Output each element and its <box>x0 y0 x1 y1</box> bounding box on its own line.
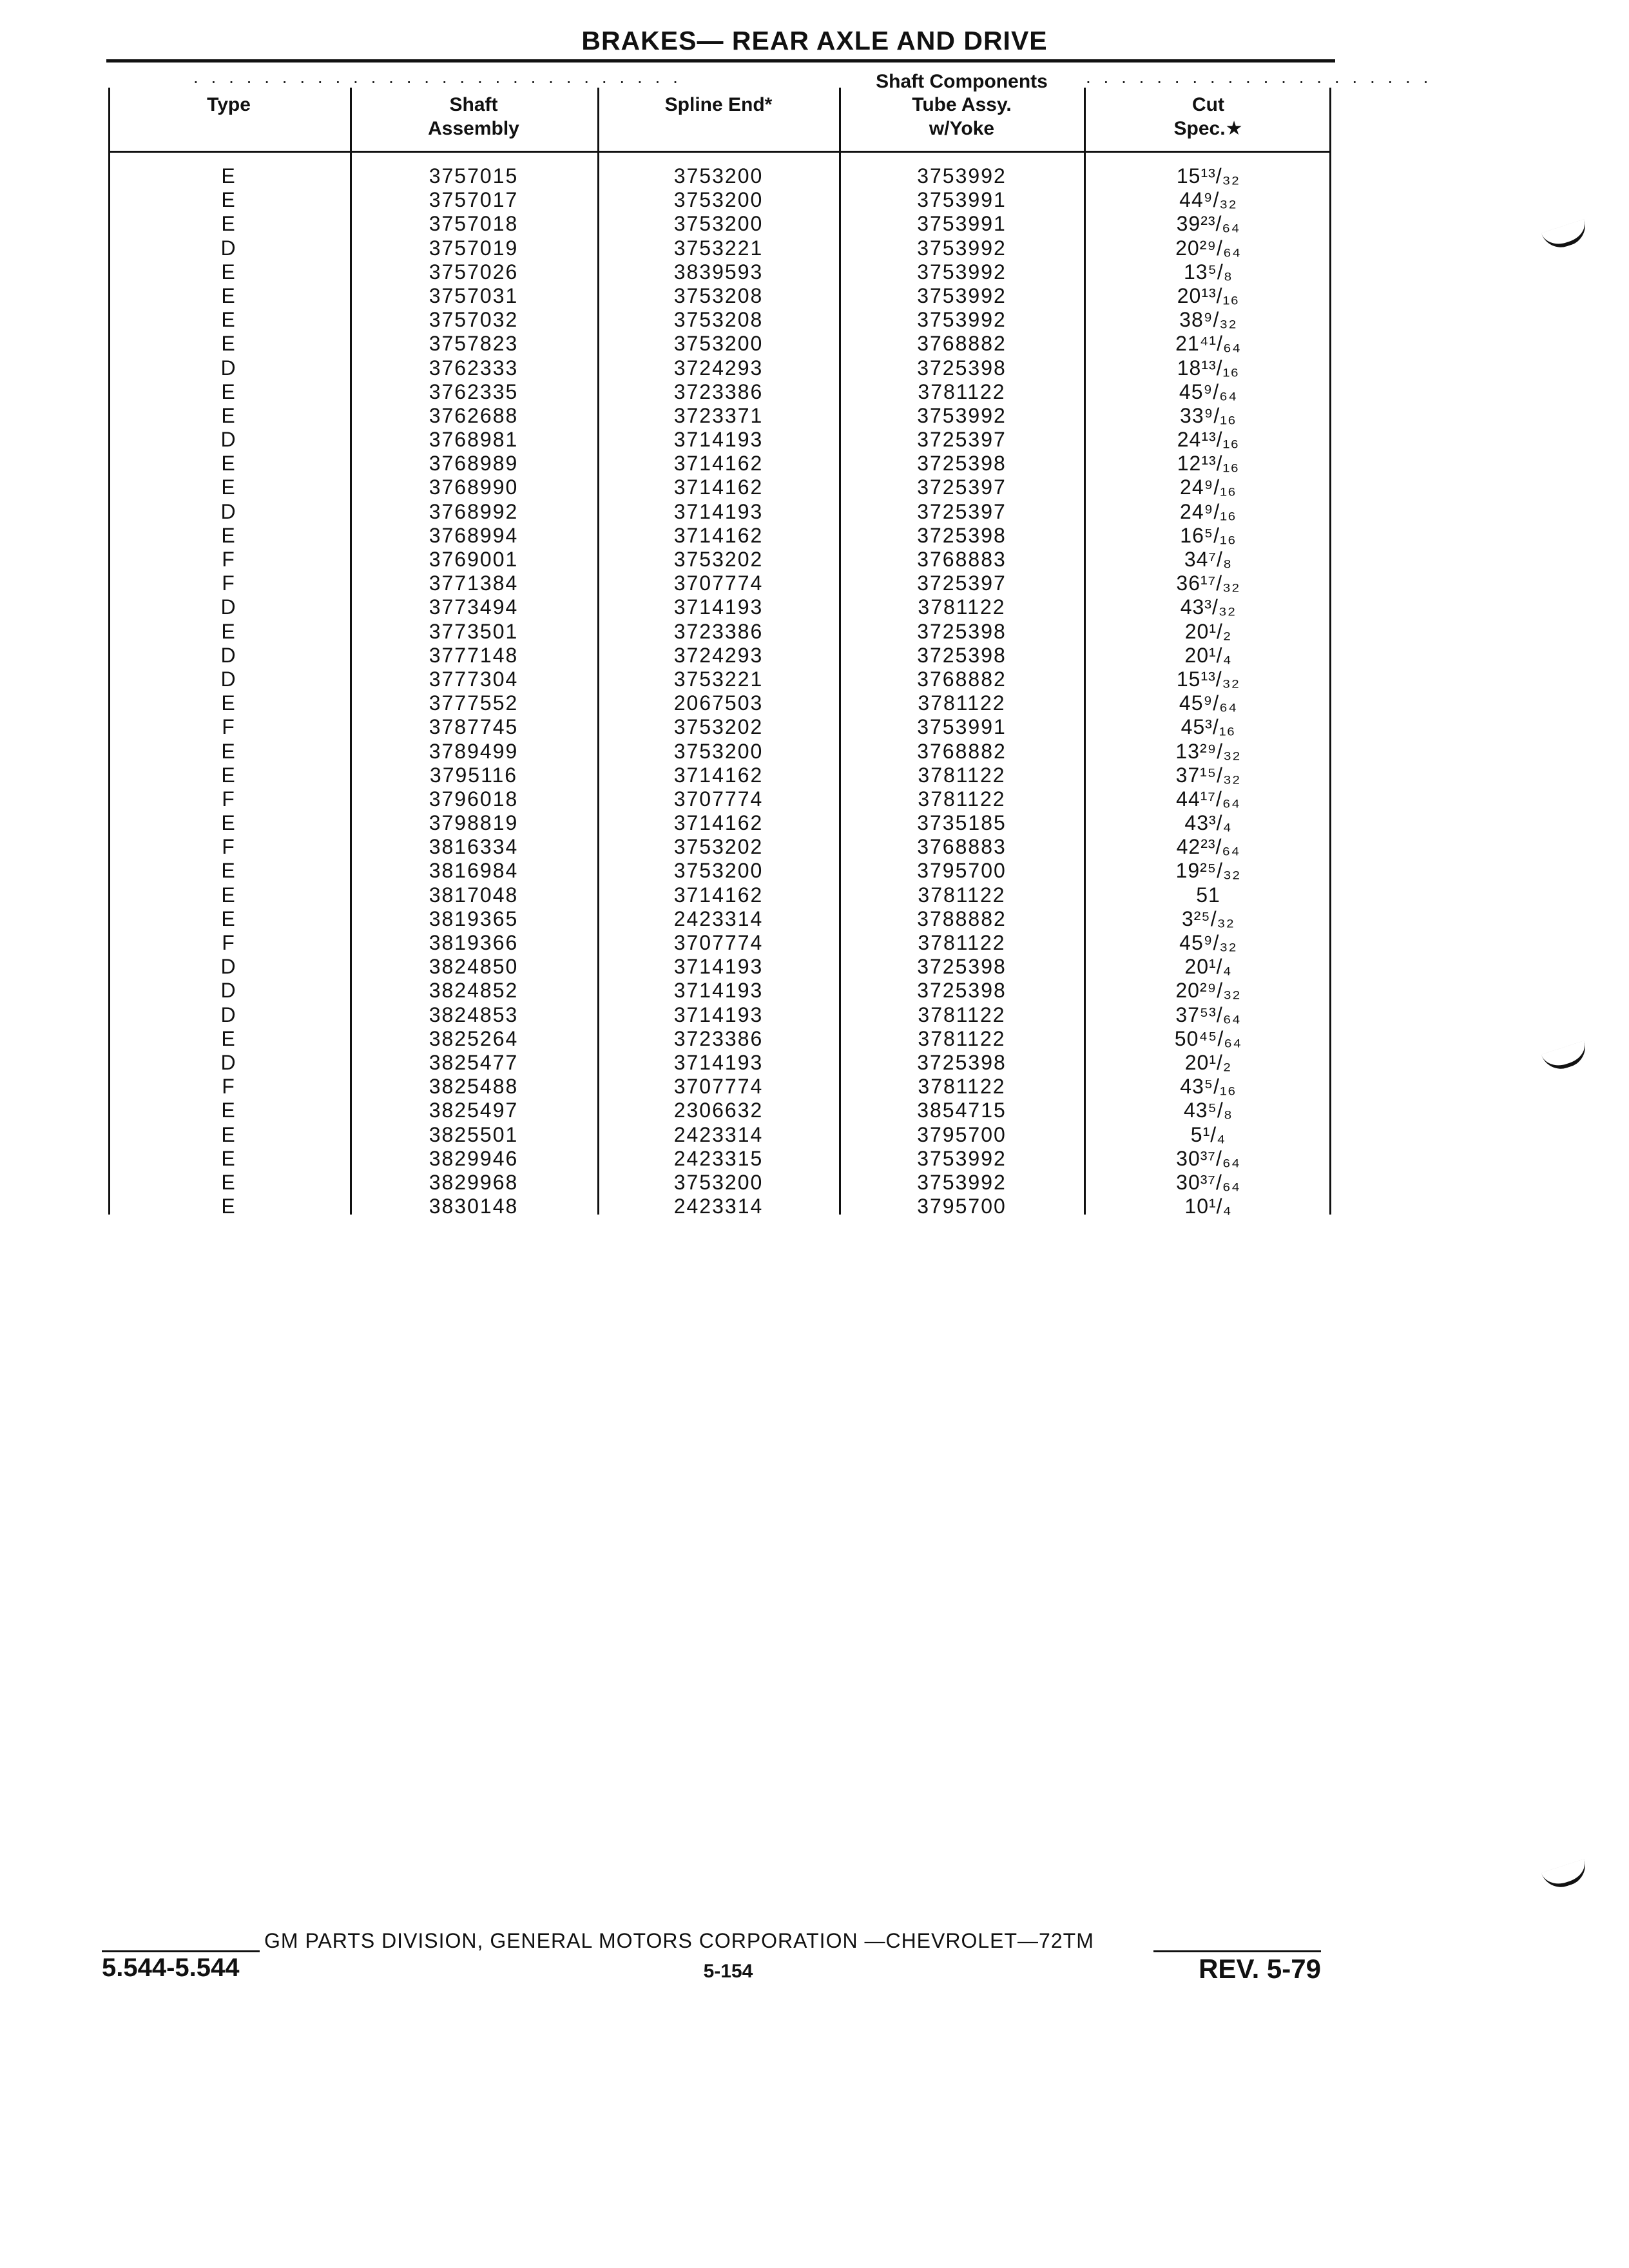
footer-page-number: 5-154 <box>703 1961 753 1982</box>
cell-type: D <box>220 667 237 691</box>
cell-spline: 3753200 <box>673 739 764 763</box>
cell-spline: 3714162 <box>673 476 764 499</box>
cell-cut: 16⁵/₁₆ <box>1180 523 1237 547</box>
cell-type: E <box>221 188 236 212</box>
cell-type: D <box>220 1050 237 1074</box>
cell-spline: 3724293 <box>673 643 764 667</box>
cell-cut: 18¹³/₁₆ <box>1177 356 1240 380</box>
cell-tube: 3781122 <box>918 380 1006 403</box>
cell-shaft: 3789499 <box>429 739 519 763</box>
cell-shaft: 3768990 <box>429 476 519 499</box>
table-row <box>0 764 1629 787</box>
cell-spline: 3714193 <box>673 595 764 619</box>
cell-type: F <box>222 548 236 571</box>
cell-spline: 3723386 <box>673 1026 764 1050</box>
cell-shaft: 3757018 <box>429 212 519 236</box>
cell-spline: 3714162 <box>673 523 764 547</box>
cell-type: E <box>221 619 236 643</box>
cell-spline: 3707774 <box>673 1075 764 1099</box>
cell-type: D <box>220 643 237 667</box>
header-dots: . . . . . . . . . . . . . . . . . . . . . . . . . . . . <box>193 67 682 87</box>
cell-tube: 3725398 <box>917 619 1007 643</box>
cell-tube: 3781122 <box>918 691 1006 715</box>
header-shaft-components <box>841 70 1083 93</box>
cell-type: E <box>221 1195 236 1218</box>
cell-spline: 3753200 <box>673 188 764 212</box>
cell-tube: 3781122 <box>918 883 1006 907</box>
cell-tube: 3781122 <box>918 931 1006 954</box>
table-row <box>0 500 1629 524</box>
cell-type: E <box>221 1026 236 1050</box>
cell-spline: 3707774 <box>673 572 764 595</box>
cell-cut: 15¹³/₃₂ <box>1176 164 1240 187</box>
cell-shaft: 3757031 <box>429 284 519 307</box>
table-row <box>0 332 1629 356</box>
cell-spline: 3753208 <box>673 284 764 307</box>
cell-spline: 3714193 <box>673 1003 764 1026</box>
cell-shaft: 3777148 <box>429 643 519 667</box>
table-row <box>0 380 1629 404</box>
cell-spline: 2423315 <box>673 1146 764 1170</box>
cell-type: F <box>222 931 236 954</box>
cell-cut: 20²⁹/₆₄ <box>1175 236 1241 260</box>
table-row <box>0 1027 1629 1051</box>
table-row <box>0 907 1629 931</box>
cell-spline: 3723386 <box>673 619 764 643</box>
cell-spline: 3753208 <box>673 308 764 332</box>
cell-tube: 3735185 <box>917 811 1007 835</box>
header-tube-assy <box>841 93 1083 140</box>
cell-shaft: 3762333 <box>429 356 519 380</box>
table-row <box>0 164 1629 188</box>
header-type <box>110 93 348 117</box>
cell-spline: 3724293 <box>673 356 764 380</box>
cell-tube: 3725397 <box>917 428 1007 452</box>
cell-type: E <box>221 763 236 787</box>
cell-shaft: 3768992 <box>429 499 519 523</box>
cell-type: E <box>221 476 236 499</box>
table-row <box>0 668 1629 691</box>
cell-cut: 44⁹/₃₂ <box>1179 188 1237 212</box>
cell-shaft: 3757823 <box>429 332 519 356</box>
cell-shaft: 3757019 <box>429 236 519 260</box>
cell-cut: 20¹³/₁₆ <box>1177 284 1240 307</box>
cell-cut: 37¹⁵/₃₂ <box>1175 763 1241 787</box>
cell-spline: 3753200 <box>673 1170 764 1194</box>
cell-type: E <box>221 380 236 403</box>
cell-spline: 3753202 <box>673 548 764 571</box>
cell-cut: 5¹/₄ <box>1190 1122 1226 1146</box>
cell-shaft: 3817048 <box>429 883 519 907</box>
table-row <box>0 931 1629 955</box>
cell-shaft: 3816984 <box>429 859 519 883</box>
cell-type: F <box>222 1075 236 1099</box>
cell-spline: 3723386 <box>673 380 764 403</box>
cell-type: D <box>220 979 237 1003</box>
cell-spline: 3714162 <box>673 811 764 835</box>
header-cut-spec <box>1086 93 1331 140</box>
table-row <box>0 452 1629 476</box>
cell-cut: 36¹⁷/₃₂ <box>1176 572 1240 595</box>
cell-tube: 3725398 <box>917 1050 1007 1074</box>
page-title: BRAKES— REAR AXLE AND DRIVE <box>581 26 1048 55</box>
table-row <box>0 835 1629 859</box>
cell-spline: 3714162 <box>673 763 764 787</box>
cell-spline: 3723371 <box>673 403 764 427</box>
table-row <box>0 260 1629 284</box>
cell-cut: 45⁹/₆₄ <box>1179 380 1238 403</box>
cell-tube: 3725398 <box>917 356 1007 380</box>
footer-section-number: 5.544-5.544 <box>102 1954 240 1982</box>
cell-type: E <box>221 212 236 236</box>
cell-type: E <box>221 260 236 284</box>
cell-shaft: 3825477 <box>429 1050 519 1074</box>
table-row <box>0 404 1629 428</box>
table-row <box>0 595 1629 619</box>
table-row <box>0 1003 1629 1027</box>
table-row <box>0 859 1629 883</box>
cell-spline: 3753202 <box>673 715 764 739</box>
table-row <box>0 1195 1629 1218</box>
cell-cut: 30³⁷/₆₄ <box>1176 1170 1240 1194</box>
cell-tube: 3768882 <box>917 667 1007 691</box>
cell-type: E <box>221 1146 236 1170</box>
cell-cut: 37⁵³/₆₄ <box>1175 1003 1241 1026</box>
cell-cut: 21⁴¹/₆₄ <box>1175 332 1241 356</box>
cell-shaft: 3771384 <box>429 572 519 595</box>
cell-type: E <box>221 164 236 187</box>
table-row <box>0 476 1629 499</box>
cell-shaft: 3768994 <box>429 523 519 547</box>
header-spline-end <box>599 93 838 117</box>
table-row <box>0 1123 1629 1147</box>
cell-type: E <box>221 907 236 930</box>
cell-spline: 3707774 <box>673 787 764 811</box>
cell-tube: 3781122 <box>918 787 1006 811</box>
cell-tube: 3768882 <box>917 739 1007 763</box>
cell-cut: 43⁵/₁₆ <box>1180 1075 1237 1099</box>
cell-type: E <box>221 859 236 883</box>
cell-tube: 3753992 <box>917 236 1007 260</box>
table-row <box>0 308 1629 332</box>
cell-cut: 13²⁹/₃₂ <box>1175 739 1241 763</box>
cell-shaft: 3762688 <box>429 403 519 427</box>
cell-tube: 3753992 <box>917 284 1007 307</box>
cell-tube: 3781122 <box>918 1026 1006 1050</box>
header-shaft-assembly <box>351 93 596 140</box>
cell-cut: 43³/₄ <box>1184 811 1232 835</box>
cell-shaft: 3824853 <box>429 1003 519 1026</box>
cell-shaft: 3829946 <box>429 1146 519 1170</box>
cell-type: E <box>221 332 236 356</box>
cell-cut: 10¹/₄ <box>1184 1195 1232 1218</box>
cell-tube: 3725398 <box>917 955 1007 979</box>
cell-spline: 3714193 <box>673 955 764 979</box>
table-row <box>0 212 1629 236</box>
cell-tube: 3753992 <box>917 164 1007 187</box>
header-cut-label: Cut <box>1192 94 1224 115</box>
cell-shaft: 3757026 <box>429 260 519 284</box>
cell-spline: 2067503 <box>673 691 764 715</box>
header-dots: . . . . . . . . . . . . . . . . . . . . <box>1086 67 1432 87</box>
cell-tube: 3725398 <box>917 523 1007 547</box>
table-row <box>0 356 1629 380</box>
cell-cut: 43³/₃₂ <box>1180 595 1237 619</box>
cell-cut: 20¹/₄ <box>1184 955 1232 979</box>
table-row <box>0 883 1629 907</box>
cell-cut: 39²³/₆₄ <box>1176 212 1240 236</box>
cell-type: E <box>221 284 236 307</box>
cell-shaft: 3796018 <box>429 787 519 811</box>
header-spec-label: Spec.★ <box>1173 118 1243 139</box>
cell-shaft: 3819366 <box>429 931 519 954</box>
table-row <box>0 1147 1629 1171</box>
cell-type: F <box>222 835 236 859</box>
cell-cut: 13⁵/₈ <box>1183 260 1233 284</box>
table-row <box>0 1099 1629 1122</box>
table-row <box>0 1075 1629 1099</box>
cell-type: D <box>220 499 237 523</box>
cell-cut: 45⁹/₃₂ <box>1179 931 1237 954</box>
cell-type: D <box>220 356 237 380</box>
cell-spline: 2306632 <box>673 1099 764 1122</box>
cell-cut: 15¹³/₃₂ <box>1176 667 1240 691</box>
cell-type: E <box>221 523 236 547</box>
cell-cut: 34⁷/₈ <box>1184 548 1233 571</box>
title-rule <box>106 59 1335 62</box>
cell-type: E <box>221 883 236 907</box>
header-shaft-label: Shaft <box>449 94 498 115</box>
cell-shaft: 3825501 <box>429 1122 519 1146</box>
cell-shaft: 3757032 <box>429 308 519 332</box>
footer-rule-right <box>1153 1950 1321 1952</box>
cell-cut: 20¹/₄ <box>1184 643 1232 667</box>
cell-tube: 3753992 <box>917 403 1007 427</box>
cell-tube: 3753992 <box>917 308 1007 332</box>
cell-cut: 19²⁵/₃₂ <box>1175 859 1241 883</box>
header-assembly-label: Assembly <box>428 118 519 139</box>
cell-tube: 3795700 <box>917 1122 1007 1146</box>
table-row <box>0 548 1629 572</box>
cell-tube: 3725397 <box>917 499 1007 523</box>
cell-spline: 3714193 <box>673 428 764 452</box>
cell-spline: 2423314 <box>673 1195 764 1218</box>
table-row <box>0 787 1629 811</box>
cell-spline: 3714162 <box>673 883 764 907</box>
cell-tube: 3788882 <box>917 907 1007 930</box>
cell-shaft: 3768989 <box>429 452 519 476</box>
table-row <box>0 236 1629 260</box>
cell-cut: 45⁹/₆₄ <box>1179 691 1238 715</box>
cell-tube: 3781122 <box>918 763 1006 787</box>
table-row <box>0 572 1629 595</box>
cell-spline: 3839593 <box>673 260 764 284</box>
cell-spline: 3714193 <box>673 979 764 1003</box>
cell-tube: 3753992 <box>917 1146 1007 1170</box>
cell-shaft: 3795116 <box>429 763 518 787</box>
cell-tube: 3725397 <box>917 476 1007 499</box>
cell-cut: 42²³/₆₄ <box>1176 835 1240 859</box>
cell-spline: 3707774 <box>673 931 764 954</box>
header-yoke-label: w/Yoke <box>929 118 995 139</box>
cell-shaft: 3825264 <box>429 1026 519 1050</box>
cell-shaft: 3777552 <box>429 691 519 715</box>
cell-type: E <box>221 1122 236 1146</box>
cell-shaft: 3787745 <box>429 715 519 739</box>
cell-cut: 38⁹/₃₂ <box>1179 308 1237 332</box>
table-row <box>0 979 1629 1003</box>
cell-type: E <box>221 452 236 476</box>
cell-cut: 20¹/₂ <box>1184 619 1232 643</box>
header-group-label: Shaft Components <box>876 71 1048 92</box>
cell-tube: 3795700 <box>917 859 1007 883</box>
cell-tube: 3753992 <box>917 1170 1007 1194</box>
cell-spline: 3753221 <box>673 236 764 260</box>
cell-shaft: 3829968 <box>429 1170 519 1194</box>
cell-type: E <box>221 403 236 427</box>
cell-cut: 50⁴⁵/₆₄ <box>1174 1026 1242 1050</box>
cell-cut: 44¹⁷/₆₄ <box>1176 787 1240 811</box>
cell-type: D <box>220 1003 237 1026</box>
table-row <box>0 188 1629 212</box>
cell-cut: 30³⁷/₆₄ <box>1176 1146 1240 1170</box>
cell-shaft: 3830148 <box>429 1195 519 1218</box>
cell-cut: 51 <box>1196 883 1220 907</box>
cell-cut: 12¹³/₁₆ <box>1177 452 1240 476</box>
cell-shaft: 3773501 <box>429 619 519 643</box>
cell-spline: 2423314 <box>673 907 764 930</box>
cell-shaft: 3819365 <box>429 907 519 930</box>
cell-type: E <box>221 1170 236 1194</box>
table-row <box>0 955 1629 979</box>
table-row <box>0 811 1629 835</box>
cell-spline: 3753200 <box>673 859 764 883</box>
cell-shaft: 3824850 <box>429 955 519 979</box>
cell-tube: 3725398 <box>917 979 1007 1003</box>
cell-shaft: 3824852 <box>429 979 519 1003</box>
cell-tube: 3768882 <box>917 332 1007 356</box>
table-row <box>0 644 1629 668</box>
cell-tube: 3795700 <box>917 1195 1007 1218</box>
cell-shaft: 3777304 <box>429 667 519 691</box>
cell-shaft: 3768981 <box>429 428 519 452</box>
cell-type: E <box>221 739 236 763</box>
cell-tube: 3725398 <box>917 452 1007 476</box>
table-row <box>0 740 1629 764</box>
cell-type: E <box>221 811 236 835</box>
cell-shaft: 3757015 <box>429 164 519 187</box>
table-row <box>0 428 1629 452</box>
table-row <box>0 1051 1629 1075</box>
cell-spline: 3753221 <box>673 667 764 691</box>
cell-tube: 3753991 <box>917 715 1007 739</box>
table-row <box>0 691 1629 715</box>
cell-tube: 3854715 <box>917 1099 1007 1122</box>
cell-shaft: 3757017 <box>429 188 519 212</box>
header-spline-label: Spline End* <box>664 94 773 115</box>
cell-tube: 3768883 <box>917 835 1007 859</box>
cell-cut: 24¹³/₁₆ <box>1177 428 1240 452</box>
cell-type: D <box>220 428 237 452</box>
table-row <box>0 1171 1629 1195</box>
cell-cut: 43⁵/₈ <box>1183 1099 1233 1122</box>
cell-shaft: 3798819 <box>429 811 519 835</box>
header-type-label: Type <box>207 94 251 115</box>
table-row <box>0 284 1629 308</box>
cell-shaft: 3762335 <box>429 380 519 403</box>
cell-tube: 3753992 <box>917 260 1007 284</box>
table-row <box>0 524 1629 548</box>
table-row <box>0 715 1629 739</box>
cell-type: D <box>220 236 237 260</box>
footer-publisher: GM PARTS DIVISION, GENERAL MOTORS CORPORATION —CHEVROLET—72TM <box>264 1929 1094 1952</box>
cell-type: E <box>221 308 236 332</box>
table-row <box>0 620 1629 644</box>
cell-shaft: 3769001 <box>429 548 519 571</box>
footer-rule-left <box>102 1950 260 1952</box>
cell-tube: 3781122 <box>918 1075 1006 1099</box>
footer-revision: REV. 5-79 <box>1199 1954 1321 1984</box>
cell-shaft: 3816334 <box>429 835 519 859</box>
cell-spline: 3714162 <box>673 452 764 476</box>
cell-shaft: 3773494 <box>429 595 519 619</box>
parts-table-body <box>0 164 1629 1218</box>
cell-spline: 2423314 <box>673 1122 764 1146</box>
cell-cut: 33⁹/₁₆ <box>1180 403 1237 427</box>
cell-tube: 3725397 <box>917 572 1007 595</box>
cell-spline: 3753200 <box>673 332 764 356</box>
cell-cut: 45³/₁₆ <box>1181 715 1236 739</box>
cell-spline: 3753200 <box>673 164 764 187</box>
header-rule <box>110 151 1331 153</box>
cell-tube: 3781122 <box>918 595 1006 619</box>
cell-type: D <box>220 595 237 619</box>
cell-shaft: 3825497 <box>429 1099 519 1122</box>
cell-spline: 3714193 <box>673 499 764 523</box>
cell-tube: 3768883 <box>917 548 1007 571</box>
cell-spline: 3753202 <box>673 835 764 859</box>
cell-tube: 3781122 <box>918 1003 1006 1026</box>
cell-cut: 24⁹/₁₆ <box>1180 499 1237 523</box>
cell-shaft: 3825488 <box>429 1075 519 1099</box>
cell-tube: 3753991 <box>917 188 1007 212</box>
cell-type: D <box>220 955 237 979</box>
cell-cut: 24⁹/₁₆ <box>1180 476 1237 499</box>
header-tube-label: Tube Assy. <box>912 94 1012 115</box>
cell-tube: 3725398 <box>917 643 1007 667</box>
cell-spline: 3753200 <box>673 212 764 236</box>
cell-cut: 20²⁹/₃₂ <box>1175 979 1241 1003</box>
cell-tube: 3753991 <box>917 212 1007 236</box>
cell-spline: 3714193 <box>673 1050 764 1074</box>
cell-type: F <box>222 572 236 595</box>
cell-type: F <box>222 787 236 811</box>
cell-type: E <box>221 1099 236 1122</box>
cell-cut: 20¹/₂ <box>1184 1050 1232 1074</box>
cell-cut: 3²⁵/₃₂ <box>1181 907 1235 930</box>
cell-type: F <box>222 715 236 739</box>
binder-mark <box>1541 1859 1590 1892</box>
cell-type: E <box>221 691 236 715</box>
